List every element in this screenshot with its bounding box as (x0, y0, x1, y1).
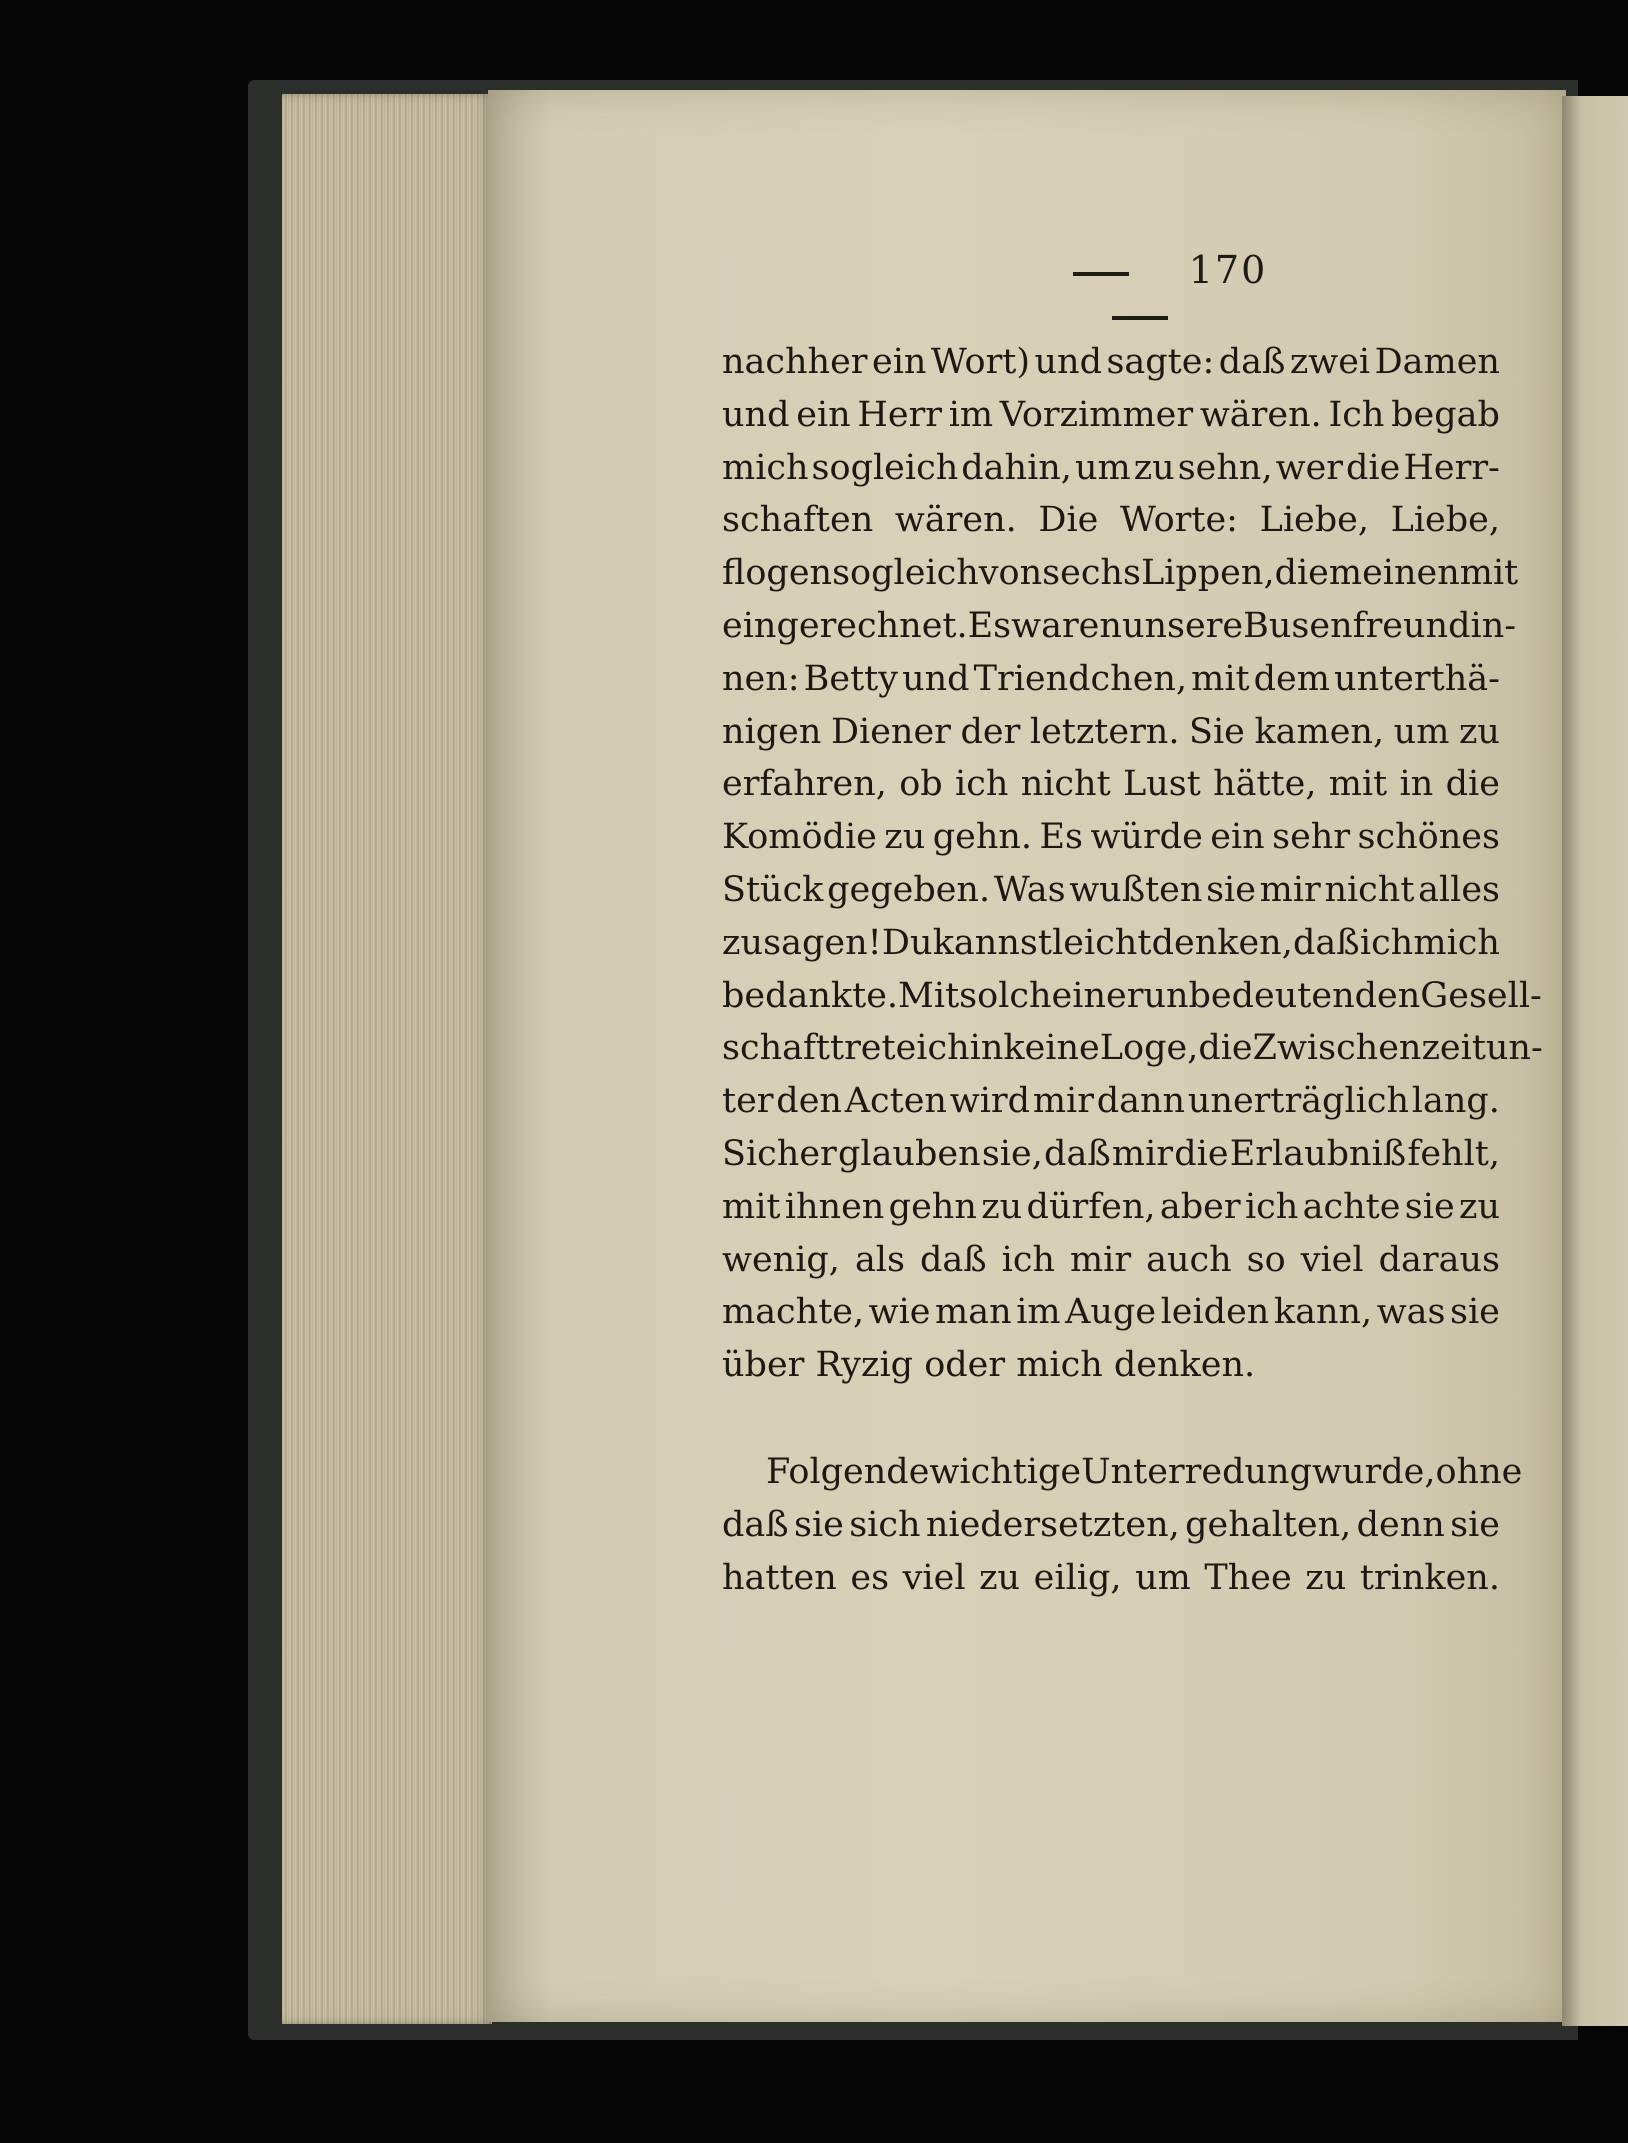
word: trete (830, 1028, 917, 1069)
word: um (1135, 1557, 1191, 1598)
text-line (722, 758, 1500, 811)
header-dash-right (1112, 316, 1168, 320)
word: wären. (1199, 394, 1322, 435)
word: lang. (1411, 1081, 1500, 1122)
word: unterthä- (1334, 658, 1500, 699)
word: und (722, 394, 790, 435)
page-number: 170 (1188, 248, 1268, 292)
word: sie (1404, 1186, 1455, 1227)
word: Thee (1204, 1557, 1292, 1598)
word: zu (981, 1186, 1023, 1227)
word: alles (1418, 869, 1500, 910)
word: ob (899, 764, 943, 805)
word: es (850, 1557, 890, 1598)
word: gehn (888, 1186, 977, 1227)
text-line (722, 442, 1500, 495)
word: die (1174, 1133, 1229, 1174)
word: man (935, 1292, 1012, 1333)
word: nicht (1020, 764, 1111, 805)
word: wird (949, 1081, 1031, 1122)
word: schönes (1357, 817, 1500, 858)
word: würde (1090, 817, 1203, 858)
word: um (1393, 711, 1450, 752)
word: so (1246, 1239, 1286, 1280)
word: schaften (722, 500, 874, 541)
word: hätte, (1213, 764, 1317, 805)
word: wichtige (929, 1451, 1082, 1492)
word: Liebe, (1390, 500, 1500, 541)
word: dann (1096, 1081, 1186, 1122)
word: nen: (722, 658, 800, 699)
word: gegeben. (827, 869, 991, 910)
word: mit (1191, 658, 1250, 699)
word: ich (1001, 1239, 1055, 1280)
word: kamen, (1254, 711, 1385, 752)
word: nachher (722, 342, 868, 382)
word: Acten (844, 1081, 947, 1122)
word: sogleich (811, 447, 959, 488)
word: daraus (1378, 1239, 1500, 1280)
text-line (722, 547, 1519, 600)
word: unsere (1121, 605, 1244, 646)
word: Stück (722, 869, 824, 910)
word: zu (979, 1557, 1021, 1598)
word: Gesell- (1420, 975, 1542, 1016)
text-line (722, 1552, 1500, 1605)
text-line (722, 1128, 1500, 1181)
word: sie (1450, 1504, 1500, 1545)
word: sehn, (1177, 447, 1273, 488)
word: mir (1069, 1239, 1132, 1280)
word: den (776, 1081, 842, 1122)
word: Es (1039, 817, 1083, 858)
word: zwei (1289, 342, 1371, 382)
text-line (722, 1446, 1523, 1499)
word: Auge (1065, 1292, 1157, 1333)
word: wenig, (722, 1239, 840, 1280)
word: Worte: (1119, 500, 1238, 541)
word: der (960, 711, 1021, 752)
word: daß (919, 1239, 987, 1280)
word: leiden (1160, 1292, 1270, 1333)
word: zu (884, 817, 926, 858)
word: mit (1328, 764, 1388, 805)
word: aber (1159, 1186, 1241, 1227)
word: keine (1003, 1028, 1100, 1069)
word: hatten (722, 1557, 837, 1598)
page-header (940, 248, 1340, 336)
word: flogen (722, 553, 833, 594)
word: trinken. (1359, 1557, 1500, 1598)
word: daß (722, 1504, 789, 1545)
word: ich (916, 1028, 970, 1069)
word: sie (793, 1504, 844, 1545)
text-line (722, 600, 1517, 653)
word: ihnen (784, 1186, 885, 1227)
word: viel (902, 1557, 966, 1598)
word: von (978, 553, 1043, 594)
word: auch (1146, 1239, 1232, 1280)
word: und (902, 658, 970, 699)
word: zu (1459, 1186, 1500, 1227)
word: sagen! (763, 922, 882, 963)
word: waren (1011, 605, 1122, 646)
word: im (948, 394, 994, 435)
word: in (1399, 764, 1434, 805)
text-line (722, 1286, 1500, 1339)
word: Herr (857, 394, 943, 435)
word: ohne (1435, 1451, 1523, 1492)
word: Erlaubniß (1229, 1133, 1407, 1174)
word: zu (1305, 1557, 1347, 1598)
word: wer (1275, 447, 1344, 488)
word: mir (1111, 1133, 1174, 1174)
word: bedankte. (722, 975, 899, 1016)
paragraph-2 (722, 1446, 1523, 1604)
word: mich (1413, 922, 1500, 963)
word: Wort) (930, 342, 1031, 382)
word: ein (796, 394, 851, 435)
word: Triendchen, (973, 658, 1188, 699)
word: einer (1051, 975, 1144, 1016)
word: dahin, (961, 447, 1072, 488)
word: eilig, (1033, 1557, 1122, 1598)
text-line (722, 1075, 1500, 1128)
paragraph-1 (722, 336, 1543, 1392)
word: wie (868, 1292, 931, 1333)
text-line: über Ryzig oder mich denken. (722, 1345, 1256, 1386)
word: sie (1206, 869, 1256, 910)
word: erfahren, (722, 764, 887, 805)
word: Ich (1328, 394, 1385, 435)
word: begab (1391, 394, 1500, 435)
word: Du (881, 922, 933, 963)
word: nicht (1324, 869, 1415, 910)
word: nigen (722, 711, 822, 752)
word: Vorzimmer (999, 394, 1194, 435)
word: Liebe, (1259, 500, 1369, 541)
word: Die (1038, 500, 1099, 541)
word: sehr (1272, 817, 1351, 858)
text-line (722, 1234, 1500, 1287)
word: solch (959, 975, 1052, 1016)
word: machte, (722, 1292, 865, 1333)
word: wurde, (1312, 1451, 1436, 1492)
word: die (1198, 1028, 1253, 1069)
word: in (969, 1028, 1004, 1069)
word: Herr- (1403, 447, 1500, 488)
page-edges (282, 94, 492, 2024)
text-line (722, 917, 1500, 970)
word: kann, (1273, 1292, 1373, 1333)
text-line (722, 970, 1542, 1023)
word: daß (1218, 342, 1286, 382)
word: Was (993, 869, 1066, 910)
word: sagte: (1106, 342, 1215, 382)
word: Lust (1122, 764, 1201, 805)
word: Sie (1189, 711, 1245, 752)
word: Unterredung (1081, 1451, 1312, 1492)
word: daß (1293, 922, 1360, 963)
word: sie (1450, 1292, 1500, 1333)
text-line (722, 1022, 1543, 1075)
paragraph-gap (722, 1392, 1500, 1446)
word: fehlt, (1407, 1133, 1500, 1174)
word: glauben (837, 1133, 981, 1174)
word: Komödie (722, 817, 877, 858)
word: wußten (1069, 869, 1203, 910)
word: sogleich (832, 553, 979, 594)
word: ein (872, 342, 927, 382)
word: achte (1302, 1186, 1401, 1227)
word: ter (722, 1081, 774, 1122)
text-line (722, 1499, 1500, 1552)
word: eingerechnet. (722, 605, 968, 646)
word: schaft (722, 1028, 830, 1069)
word: ich (1359, 922, 1414, 963)
word: ich (1244, 1186, 1299, 1227)
facing-page-edge (1562, 96, 1628, 2026)
word: niedersetzten, (925, 1504, 1180, 1545)
word: daß (1044, 1133, 1111, 1174)
word: die (1346, 447, 1401, 488)
word: letztern. (1029, 711, 1180, 752)
word: kannst (932, 922, 1052, 963)
word: un- (1485, 1028, 1543, 1069)
word: Busenfreundin- (1243, 605, 1517, 646)
word: Folgende (766, 1451, 930, 1492)
word: zu (722, 922, 763, 963)
text-line (722, 706, 1500, 759)
word: Zwischenzeit (1252, 1028, 1486, 1069)
word: Lippen, (1140, 553, 1275, 594)
word: im (1016, 1292, 1061, 1333)
header-dash-left (1073, 272, 1129, 276)
word: denken, (1151, 922, 1293, 963)
word: ich (955, 764, 1009, 805)
word: zu (1458, 711, 1500, 752)
word: Sicher (722, 1133, 837, 1174)
word: dürfen, (1026, 1186, 1156, 1227)
word: Diener (830, 711, 951, 752)
word: zu (1133, 447, 1175, 488)
word: leicht (1052, 922, 1152, 963)
word: als (854, 1239, 905, 1280)
word: Es (967, 605, 1012, 646)
word: mir (1259, 869, 1321, 910)
word: mit (722, 1186, 781, 1227)
word: sechs (1042, 553, 1141, 594)
text-line (722, 653, 1500, 706)
word: ein (1210, 817, 1265, 858)
text-line (722, 389, 1500, 442)
word: mir (1032, 1081, 1094, 1122)
text-line (722, 494, 1500, 547)
word: meinen (1328, 553, 1460, 594)
word: unerträglich (1187, 1081, 1409, 1122)
word: sie, (981, 1133, 1043, 1174)
word: Mit (898, 975, 960, 1016)
word: mich (722, 447, 809, 488)
word: Damen (1374, 342, 1500, 382)
word: viel (1300, 1239, 1364, 1280)
word: was (1376, 1292, 1446, 1333)
word: denn (1356, 1504, 1445, 1545)
word: unbedeutenden (1143, 975, 1421, 1016)
word: mit (1459, 553, 1519, 594)
word: um (1074, 447, 1131, 488)
text-line (722, 336, 1500, 389)
word: die (1445, 764, 1500, 805)
body-text (722, 336, 1543, 1604)
word: die (1274, 553, 1329, 594)
word: gehn. (932, 817, 1033, 858)
text-line (722, 864, 1500, 917)
word: wären. (894, 500, 1017, 541)
word: gehalten, (1185, 1504, 1352, 1545)
word: dem (1253, 658, 1330, 699)
word: und (1034, 342, 1102, 382)
word: sich (849, 1504, 921, 1545)
text-line (722, 811, 1500, 864)
word: Betty (803, 658, 898, 699)
word: Loge, (1099, 1028, 1199, 1069)
text-line (722, 1181, 1500, 1234)
